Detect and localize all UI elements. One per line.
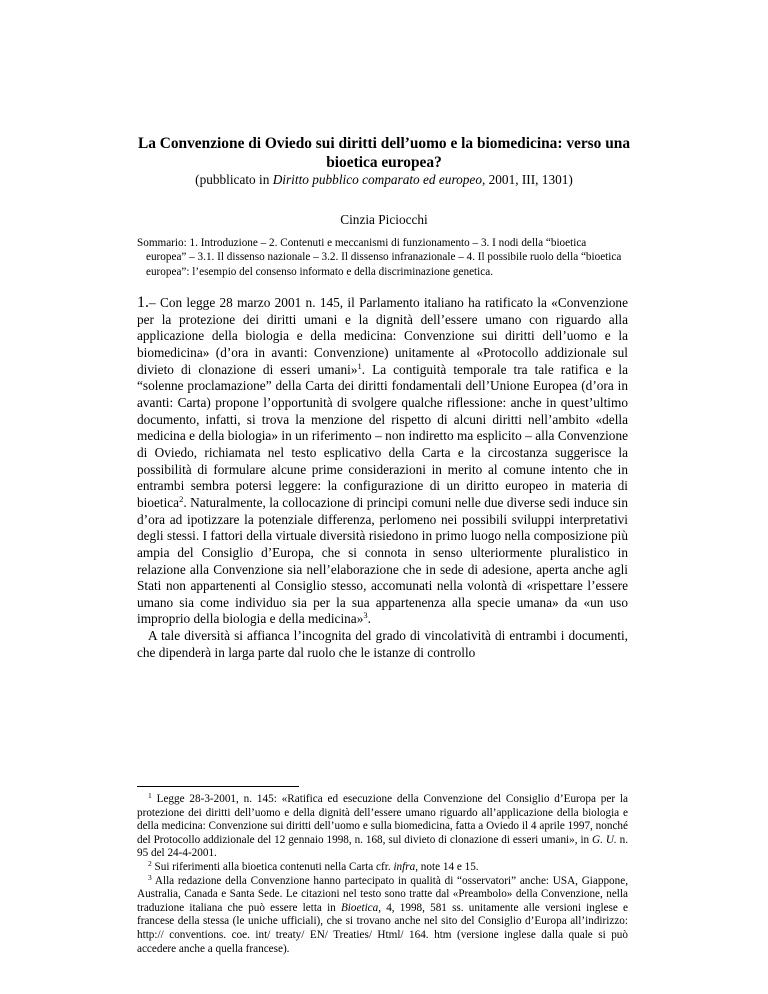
footnote-number: 1 (148, 791, 152, 800)
footnote-2 (137, 858, 628, 875)
table-of-contents-summary: Sommario: 1. Introduzione – 2. Contenuti e meccanismi di funzionamento – 3. I nodi della “bioetica europea” – 3.1. Il dissenso nazionale – 3.2. Il dissenso infranazionale – 4. Il possibile ruolo della “bioetica europea”: l’esempio del consenso informato e della discriminazione genetica. (137, 237, 622, 278)
footnote-ref-3[interactable]: 3 (363, 610, 368, 621)
paragraph-1-part-c: . Naturalmente, la collocazione di principi comuni nelle due diverse sedi induce sin d’ora ad ipotizzare la potenziale differenza, perlomeno nei possibili sviluppi interpretativi degli stessi. I fattori della virtuale diversità risiedono in primo luogo nella composizione più ampia del Consiglio d’Europa, che si connota in senso ulteriormente pluralistico in relazione alla Convenzione sia nell’elaborazione che in sede di adesione, aperta anche agli Stati non appartenenti al Consiglio stesso, accomunati nella volontà di «rispettare l’essere umano sia come individuo sia per la sua appartenenza alla specie umana» da «un uso improprio della biologia e della medicina» (137, 494, 628, 627)
footnote-1 (137, 793, 628, 861)
journal-name: Diritto pubblico comparato ed europeo (272, 172, 482, 187)
section-number: 1. (137, 294, 149, 311)
footnote-2-italic: infra (393, 860, 416, 873)
footnote-3-tail: , 4, 1998, 581 ss. unitamente alle versioni inglese e francese della stessa (le uniche ufficiali), che si trovano anche nel sito del Consiglio d’Europa all’indirizzo: http:// conventions. coe. int/ treaty/ EN/ Treaties/ Html/ 164. htm (versione inglese dalla quale si può accedere anche a quella francese). (137, 901, 628, 955)
footnote-3 (137, 872, 628, 957)
paragraph-1 (137, 295, 628, 628)
footnote-ref-2[interactable]: 2 (179, 493, 184, 504)
footnote-2-tail: , note 14 e 15. (415, 860, 479, 873)
paragraph-1-part-a: – Con legge 28 marzo 2001 n. 145, il Parlamento italiano ha ratificato la «Convenzione per la protezione dei diritti umani e la dignità dell’essere umano con riguardo alla applicazione della biologia e della medicina: Convenzione sui diritti dell’uomo e la biomedicina» (d’ora in avanti: Convenzione) unitamente al «Protocollo addizionale sul divieto di clonazione di esseri umani» (137, 295, 628, 377)
publication-note (100, 172, 668, 188)
footnote-number: 2 (148, 858, 152, 868)
body-text (137, 295, 628, 661)
footnote-1-italic: G. U. (592, 833, 617, 846)
paragraph-1-part-d: . (367, 611, 371, 627)
footnote-2-text: Sui riferimenti alla bioetica contenuti nella Carta cfr. (154, 860, 394, 873)
article-title: La Convenzione di Oviedo sui diritti dell’uomo e la biomedicina: verso una bioetica europea? (137, 135, 631, 171)
footnote-1-text: Legge 28-3-2001, n. 145: «Ratifica ed esecuzione della Convenzione del Consiglio d’Europa per la protezione dei diritti dell’uomo e della dignità dell’essere umano riguardo all’applicazione della biologia e della medicina: Convenzione sui diritti dell’uomo e sulla biomedicina, fatta a Oviedo il 4 aprile 1997, nonché del Protocollo addizionale del 12 gennaio 1998, n. 168, sul divieto di clonazione di esseri umani», in (137, 793, 628, 846)
footnote-number: 3 (148, 872, 152, 882)
publication-suffix: , 2001, III, 1301) (481, 172, 573, 187)
footnote-separator (137, 786, 299, 787)
footnote-3-text: Alla redazione della Convenzione hanno partecipato in qualità di “osservatori” anche: USA, Giappone, Australia, Canada e Santa Sede. Le citazioni nel testo sono tratte dal «Preambolo» della Convenzione, nella traduzione italiana che può essere letta in (137, 874, 628, 914)
footnotes (137, 793, 628, 956)
footnote-ref-1[interactable]: 1 (357, 360, 362, 371)
paragraph-2: A tale diversità si affianca l’incognita del grado di vincolatività di entrambi i documenti, che dipenderà in larga parte dal ruolo che le istanze di controllo (137, 628, 628, 660)
paragraph-1-part-b: . La contiguità temporale tra tale ratifica e la “solenne proclamazione” della Carta dei diritti fondamentali dell’Unione Europea (d’ora in avanti: Carta) propone l’opportunità di svolgere qualche riflessione: anche in quest’ultimo documento, infatti, si trova la menzione del rispetto di alcuni diritti nell’ambito «della medicina e della biologia» in un riferimento – non indiretto ma esplicito – alla Convenzione di Oviedo, richiamata nel testo esplicativo della Carta e la circostanza suggerisce la possibilità di formulare alcune prime considerazioni in merito al comune intento che in entrambi sembra potersi leggere: la configurazione di un diritto europeo in materia di bioetica (137, 361, 628, 510)
footnote-1-tail: n. 95 del 24-4-2001. (137, 833, 628, 860)
author-name: Cinzia Piciocchi (340, 212, 428, 227)
publication-prefix: (pubblicato in (195, 172, 273, 187)
footnote-3-italic: Bioetica (340, 901, 379, 914)
